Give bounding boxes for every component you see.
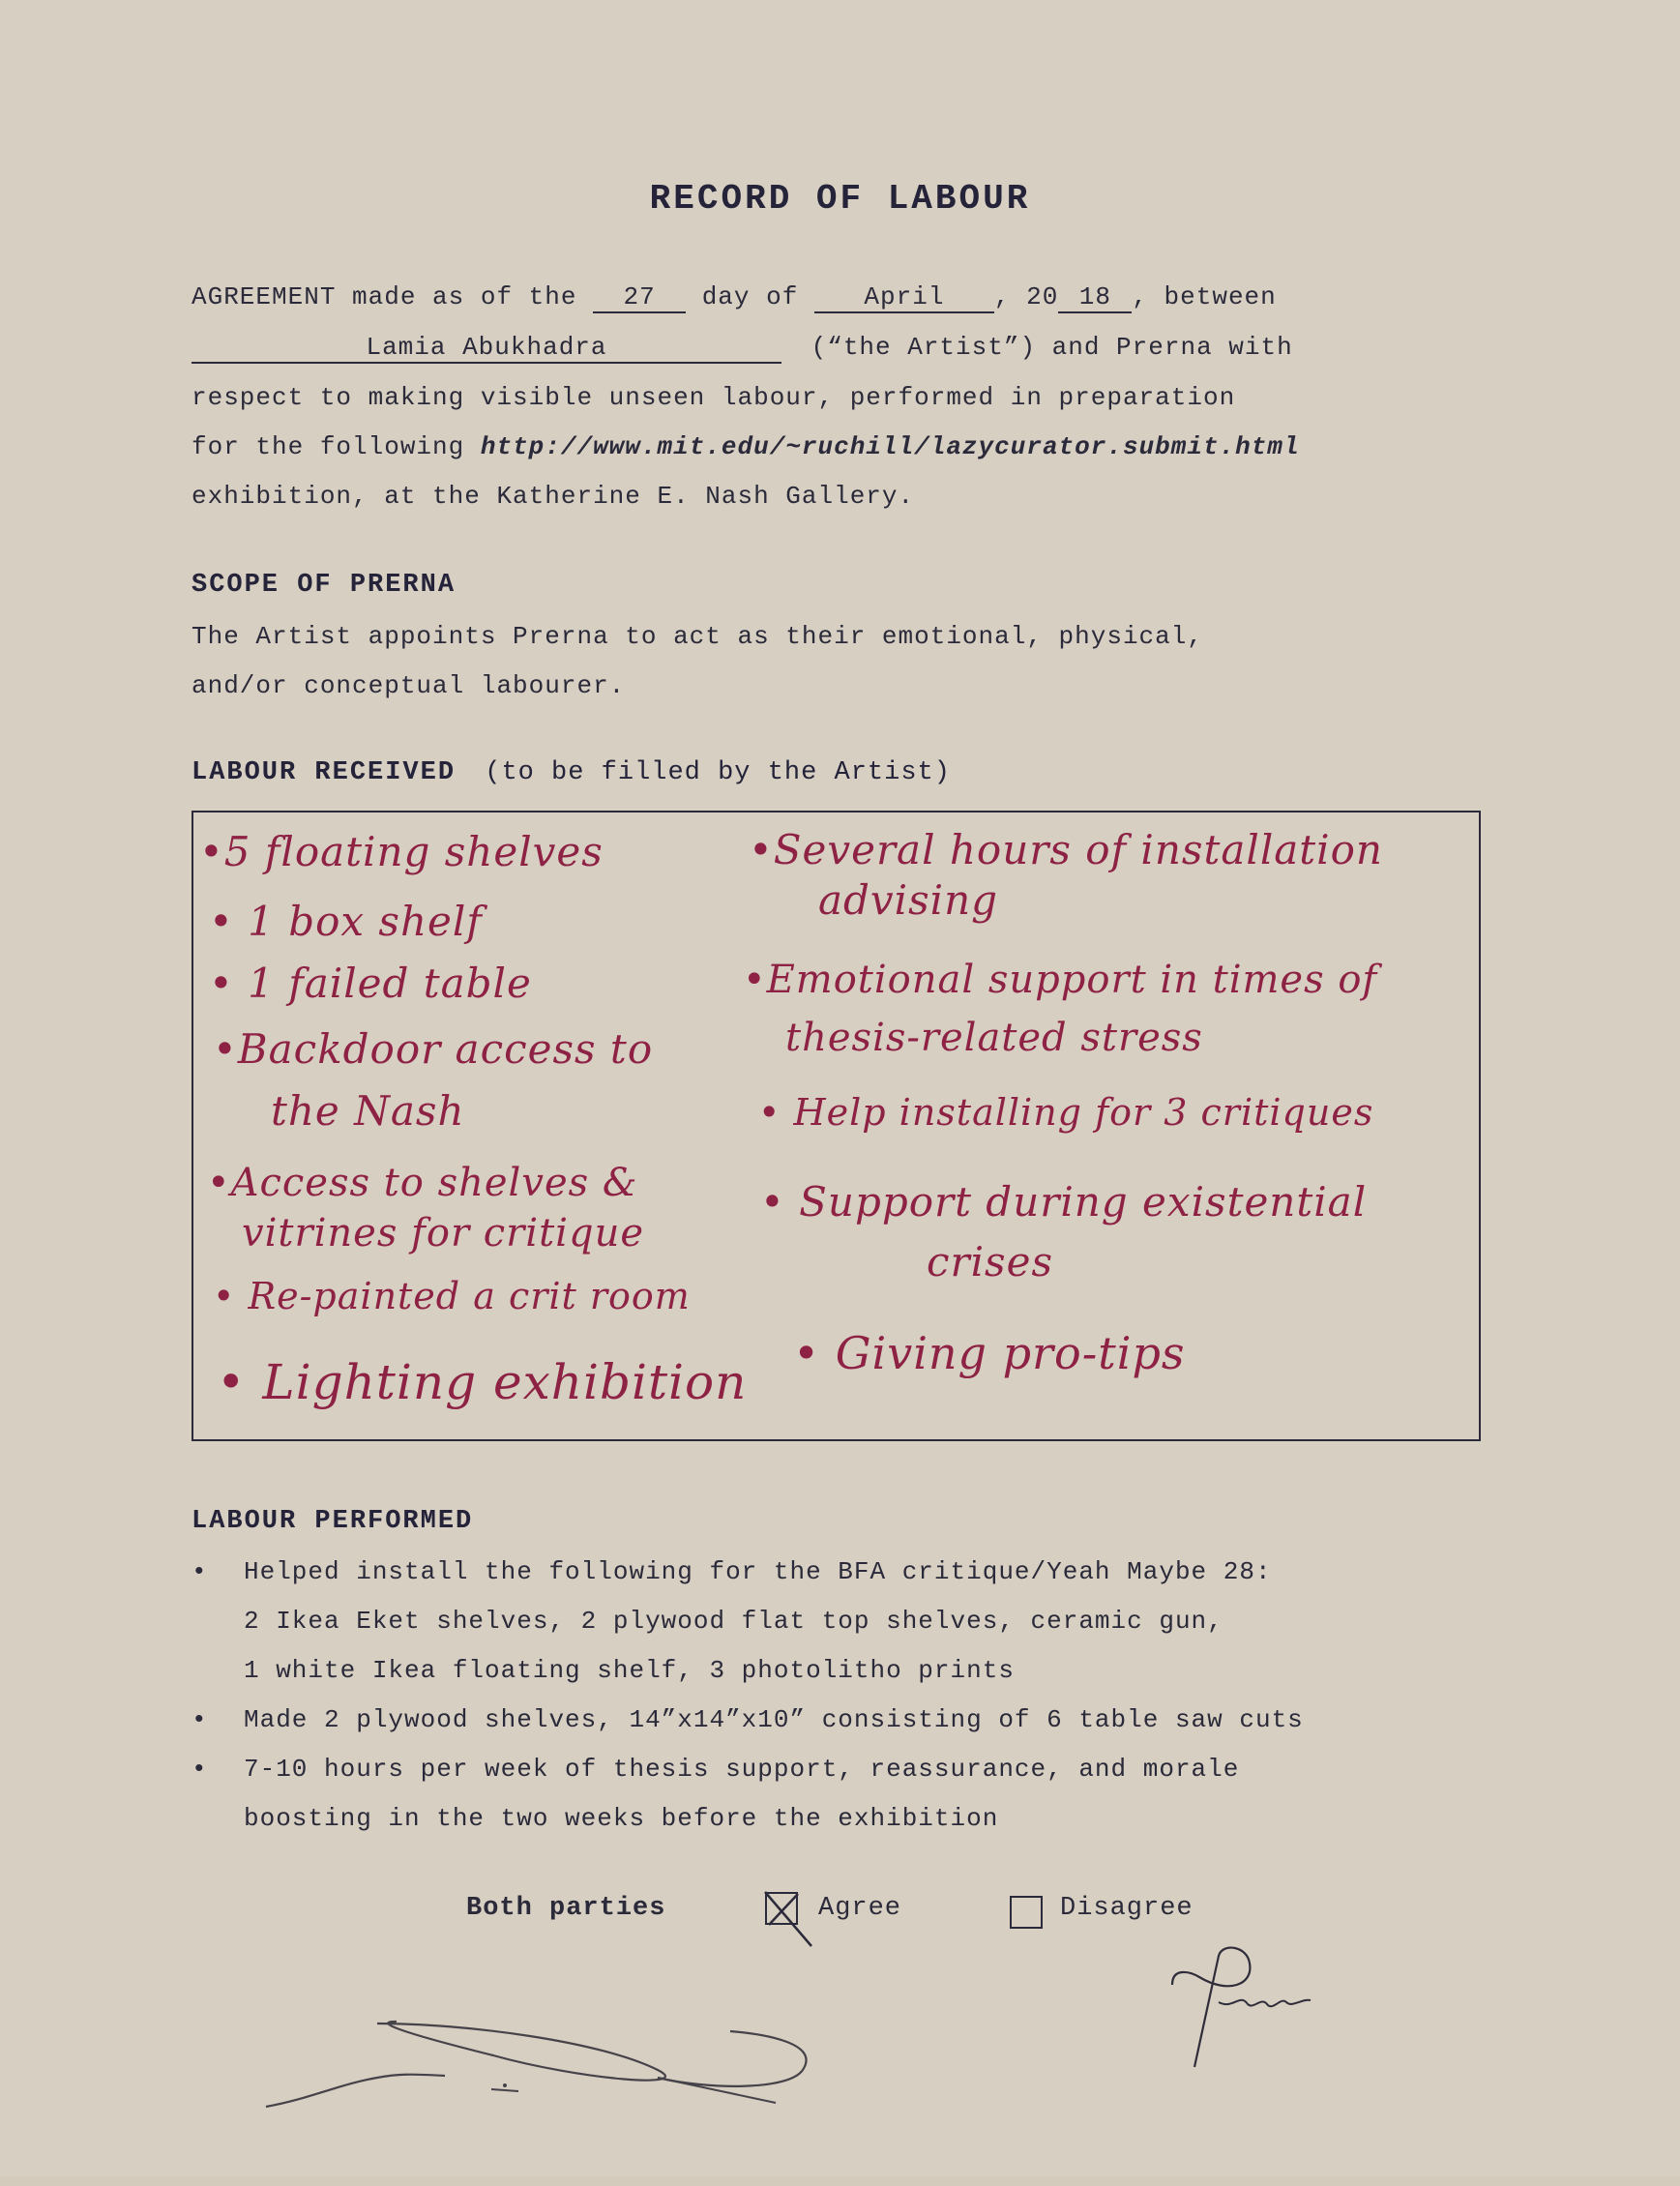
between-text: , between <box>1132 282 1277 311</box>
scope-line-2: and/or conceptual labourer. <box>192 671 626 700</box>
labour-performed-heading: LABOUR PERFORMED <box>192 1507 474 1536</box>
labour-received-title: LABOUR RECEIVED <box>192 758 457 787</box>
scope-line-1: The Artist appoints Prerna to act as their emotional, physical, <box>192 622 1203 651</box>
received-item-right: • Giving pro-tips <box>793 1327 1186 1379</box>
agreement-line-5: exhibition, at the Katherine E. Nash Gallery. <box>192 482 915 511</box>
both-parties-label: Both parties <box>466 1894 666 1923</box>
agreement-line-4 <box>192 432 1300 461</box>
received-item-left: • Re-painted a crit room <box>213 1275 691 1317</box>
received-item-left: vitrines for critique <box>242 1211 644 1255</box>
month-field: April <box>814 282 994 313</box>
received-item-right: •Several hours of installation <box>749 826 1383 873</box>
for-following-text: for the following <box>192 432 465 461</box>
check-mark-icon <box>761 1886 819 1944</box>
artist-role-text: (“the Artist”) and Prerna with <box>811 333 1293 362</box>
labour-received-heading <box>192 758 951 787</box>
agreement-prefix: AGREEMENT made as of the <box>192 282 577 311</box>
scope-heading: SCOPE OF PRERNA <box>192 571 457 600</box>
prerna-signature <box>1161 1935 1325 2080</box>
day-of-text: day of <box>701 282 799 311</box>
performed-item <box>192 1557 1272 1586</box>
received-item-right: •Emotional support in times of <box>743 958 1378 1002</box>
disagree-checkbox[interactable] <box>1010 1896 1043 1929</box>
performed-text: Made 2 plywood shelves, 14”x14”x10” consisting of 6 table saw cuts <box>244 1705 1304 1734</box>
agree-label: Agree <box>818 1894 902 1923</box>
received-item-right: thesis-related stress <box>785 1016 1203 1060</box>
received-item-right: crises <box>927 1238 1053 1285</box>
performed-text: 1 white Ikea floating shelf, 3 photolitho prints <box>244 1656 1015 1685</box>
exhibition-url: http://www.mit.edu/~ruchill/lazycurator.submit.html <box>480 432 1300 461</box>
received-item-right: • Help installing for 3 critiques <box>758 1091 1374 1134</box>
bullet: • <box>192 1705 208 1734</box>
received-item-left: • 1 failed table <box>209 960 532 1007</box>
agreement-line-3: respect to making visible unseen labour, performed in preparation <box>192 383 1236 412</box>
bullet: • <box>192 1557 208 1586</box>
bullet: • <box>192 1755 208 1784</box>
labour-received-subtitle: (to be filled by the Artist) <box>485 758 951 787</box>
agree-checkbox[interactable] <box>765 1892 798 1925</box>
performed-text: 7-10 hours per week of thesis support, reassurance, and morale <box>244 1755 1240 1784</box>
artist-name-field: Lamia Abukhadra <box>192 333 781 364</box>
received-item-right: advising <box>818 876 999 924</box>
agreement-line-2 <box>192 333 1293 364</box>
disagree-label: Disagree <box>1060 1894 1194 1923</box>
document-title: RECORD OF LABOUR <box>649 179 1031 219</box>
labour-received-box <box>192 811 1481 1441</box>
artist-signature <box>251 2002 832 2118</box>
year-prefix: , 20 <box>993 282 1059 311</box>
received-item-right: • Support during existential <box>760 1178 1368 1226</box>
performed-item <box>192 1755 1239 1784</box>
performed-item <box>192 1705 1304 1734</box>
year-field: 18 <box>1058 282 1132 313</box>
day-field: 27 <box>593 282 686 313</box>
received-item-left: •Access to shelves & <box>207 1161 638 1205</box>
received-item-left: the Nash <box>271 1087 465 1135</box>
received-item-left: • 1 box shelf <box>209 898 483 945</box>
agreement-line-1 <box>192 282 1277 313</box>
performed-text: boosting in the two weeks before the exhibition <box>244 1804 999 1833</box>
performed-text: Helped install the following for the BFA critique/Yeah Maybe 28: <box>244 1557 1272 1586</box>
received-item-left: •5 floating shelves <box>199 828 604 875</box>
received-item-left: • Lighting exhibition <box>217 1354 748 1410</box>
performed-text: 2 Ikea Eket shelves, 2 plywood flat top shelves, ceramic gun, <box>244 1607 1223 1636</box>
received-item-left: •Backdoor access to <box>213 1025 654 1073</box>
